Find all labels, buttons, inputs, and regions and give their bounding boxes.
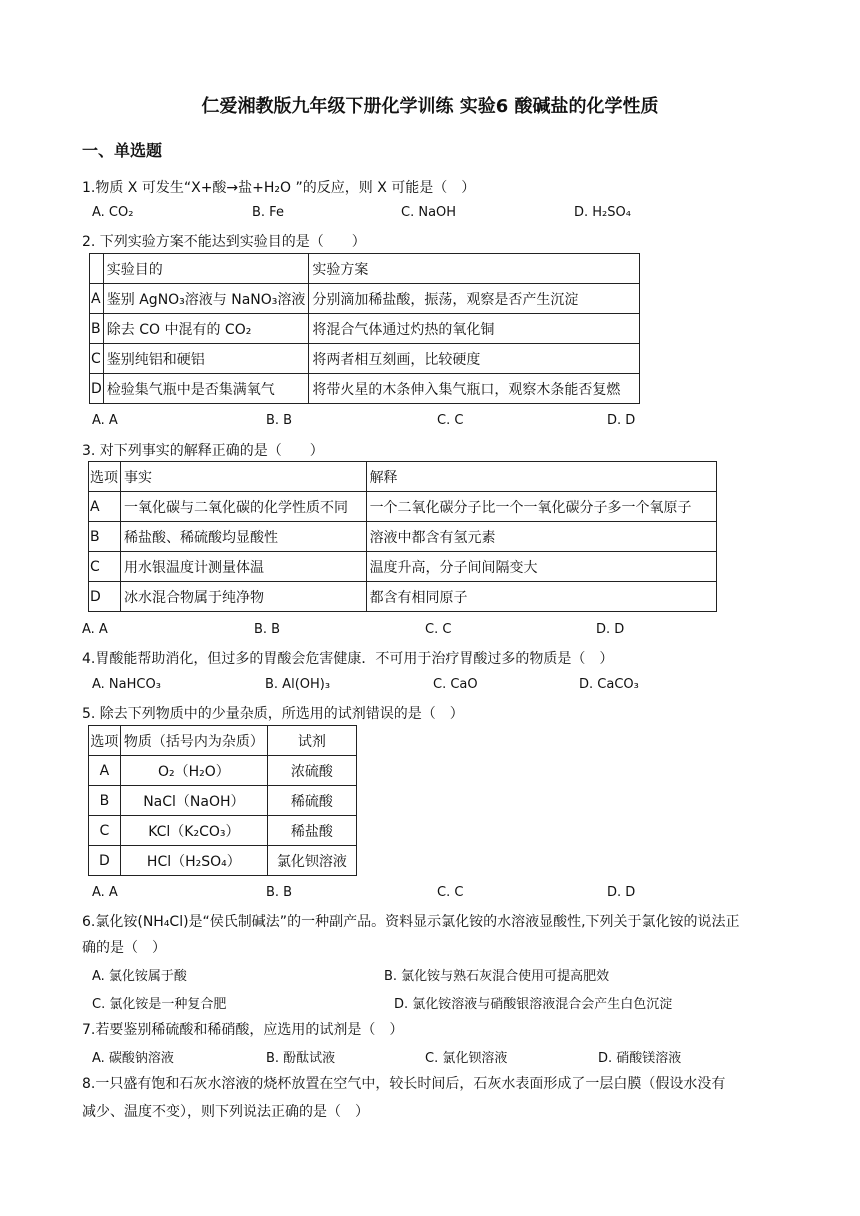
table-cell: 氯化钡溶液 [267, 846, 356, 876]
table-header-row [90, 254, 640, 284]
q3-option-a[interactable]: A. A [82, 622, 108, 637]
question-7-stem: 7.若要鉴别稀硫酸和稀硝酸，应选用的试剂是（ ） [82, 1022, 404, 1038]
question-6-stem-line2: 确的是（ ） [82, 940, 166, 956]
q3-option-d[interactable]: D. D [596, 622, 625, 637]
q4-option-b[interactable]: B. Al(OH)₃ [265, 677, 331, 692]
q6-option-b[interactable]: B. 氯化铵与熟石灰混合使用可提高肥效 [384, 969, 610, 984]
q6-option-d[interactable]: D. 氯化铵溶液与硝酸银溶液混合会产生白色沉淀 [394, 997, 673, 1012]
q5-option-d[interactable]: D. D [607, 885, 636, 900]
question-8-stem-line1: 8.一只盛有饱和石灰水溶液的烧杯放置在空气中，较长时间后，石灰水表面形成了一层白膜（假设水没有 [82, 1076, 726, 1092]
table-cell: 将带火星的木条伸入集气瓶口，观察木条能否复燃 [309, 374, 640, 404]
q1-option-b[interactable]: B. Fe [252, 205, 284, 220]
table-cell: C [90, 344, 104, 374]
table-cell: A [90, 284, 104, 314]
table-cell: D [89, 582, 121, 612]
table-cell: 鉴别纯铝和硬铝 [103, 344, 309, 374]
table-cell: 溶液中都含有氢元素 [366, 522, 716, 552]
q7-option-c[interactable]: C. 氯化钡溶液 [425, 1051, 508, 1066]
table-cell: B [89, 522, 121, 552]
q4-option-d[interactable]: D. CaCO₃ [579, 677, 639, 692]
table-row [89, 492, 717, 522]
table-header-row [89, 462, 717, 492]
table-row [89, 552, 717, 582]
table-cell: B [89, 786, 121, 816]
table-cell: 稀硫酸 [267, 786, 356, 816]
table-row [90, 284, 640, 314]
table-cell: 浓硫酸 [267, 756, 356, 786]
q5-option-a[interactable]: A. A [92, 885, 118, 900]
table-cell: O₂（H₂O） [120, 756, 267, 786]
table-row [89, 756, 357, 786]
q2-option-d[interactable]: D. D [607, 413, 636, 428]
table-header-row [89, 726, 357, 756]
table-row [89, 846, 357, 876]
table-row [89, 816, 357, 846]
question-8-stem-line2: 减少、温度不变），则下列说法正确的是（ ） [82, 1104, 369, 1120]
table-cell [90, 254, 104, 284]
question-3-stem: 3. 对下列事实的解释正确的是（ ） [82, 443, 324, 459]
q2-option-b[interactable]: B. B [266, 413, 293, 428]
table-cell: 鉴别 AgNO₃溶液与 NaNO₃溶液 [103, 284, 309, 314]
table-cell: 都含有相同原子 [366, 582, 716, 612]
table-cell: A [89, 492, 121, 522]
q7-option-b[interactable]: B. 酚酞试液 [266, 1051, 336, 1066]
table-row [89, 786, 357, 816]
table-cell: 解释 [366, 462, 716, 492]
table-row [89, 522, 717, 552]
table-cell: 将两者相互刻画，比较硬度 [309, 344, 640, 374]
table-cell: C [89, 816, 121, 846]
table-cell: 试剂 [267, 726, 356, 756]
q7-option-d[interactable]: D. 硝酸镁溶液 [598, 1051, 682, 1066]
q3-table [88, 461, 717, 612]
q5-option-b[interactable]: B. B [266, 885, 293, 900]
q1-option-c[interactable]: C. NaOH [401, 205, 457, 220]
table-cell: 温度升高，分子间间隔变大 [366, 552, 716, 582]
table-row [90, 314, 640, 344]
table-cell: 稀盐酸 [267, 816, 356, 846]
q5-option-c[interactable]: C. C [437, 885, 464, 900]
table-cell: 将混合气体通过灼热的氧化铜 [309, 314, 640, 344]
q2-option-c[interactable]: C. C [437, 413, 464, 428]
page-title: 仁爱湘教版九年级下册化学训练 实验6 酸碱盐的化学性质 [201, 96, 659, 117]
table-row [89, 582, 717, 612]
question-5-stem: 5. 除去下列物质中的少量杂质，所选用的试剂错误的是（ ） [82, 706, 464, 722]
question-6-stem-line1: 6.氯化铵(NH₄Cl)是“侯氏制碱法”的一种副产品。资料显示氯化铵的水溶液显酸性,下列关于氯化铵的说法正 [82, 914, 740, 930]
question-4-stem: 4.胃酸能帮助消化，但过多的胃酸会危害健康．不可用于治疗胃酸过多的物质是（ ） [82, 651, 614, 667]
q6-option-a[interactable]: A. 氯化铵属于酸 [92, 969, 187, 984]
table-cell: 一氧化碳与二氧化碳的化学性质不同 [120, 492, 366, 522]
q3-option-b[interactable]: B. B [254, 622, 281, 637]
table-cell: 一个二氧化碳分子比一个一氧化碳分子多一个氧原子 [366, 492, 716, 522]
question-2-stem: 2. 下列实验方案不能达到实验目的是（ ） [82, 234, 366, 250]
table-cell: 稀盐酸、稀硫酸均显酸性 [120, 522, 366, 552]
q1-option-d[interactable]: D. H₂SO₄ [574, 205, 631, 220]
table-cell: 选项 [89, 462, 121, 492]
table-row [90, 374, 640, 404]
table-cell: 选项 [89, 726, 121, 756]
q7-option-a[interactable]: A. 碳酸钠溶液 [92, 1051, 174, 1066]
table-cell: 分别滴加稀盐酸，振荡，观察是否产生沉淀 [309, 284, 640, 314]
question-1-stem: 1.物质 X 可发生“X+酸→盐+H₂O ”的反应，则 X 可能是（ ） [82, 180, 476, 196]
table-cell: 冰水混合物属于纯净物 [120, 582, 366, 612]
table-cell: A [89, 756, 121, 786]
q1-option-a[interactable]: A. CO₂ [92, 205, 134, 220]
table-cell: 实验目的 [103, 254, 309, 284]
table-cell: B [90, 314, 104, 344]
table-cell: 物质（括号内为杂质） [120, 726, 267, 756]
table-cell: HCl（H₂SO₄） [120, 846, 267, 876]
q3-option-c[interactable]: C. C [425, 622, 452, 637]
q2-option-a[interactable]: A. A [92, 413, 118, 428]
q4-option-a[interactable]: A. NaHCO₃ [92, 677, 161, 692]
table-cell: 用水银温度计测量体温 [120, 552, 366, 582]
table-cell: 除去 CO 中混有的 CO₂ [103, 314, 309, 344]
q5-table [88, 725, 357, 876]
q6-option-c[interactable]: C. 氯化铵是一种复合肥 [92, 997, 227, 1012]
table-cell: D [90, 374, 104, 404]
q4-option-c[interactable]: C. CaO [433, 677, 478, 692]
table-cell: 实验方案 [309, 254, 640, 284]
table-cell: D [89, 846, 121, 876]
section-heading: 一、单选题 [82, 141, 163, 160]
table-row [90, 344, 640, 374]
table-cell: KCl（K₂CO₃） [120, 816, 267, 846]
table-cell: C [89, 552, 121, 582]
table-cell: 检验集气瓶中是否集满氧气 [103, 374, 309, 404]
table-cell: NaCl（NaOH） [120, 786, 267, 816]
table-cell: 事实 [120, 462, 366, 492]
q2-table [89, 253, 640, 404]
